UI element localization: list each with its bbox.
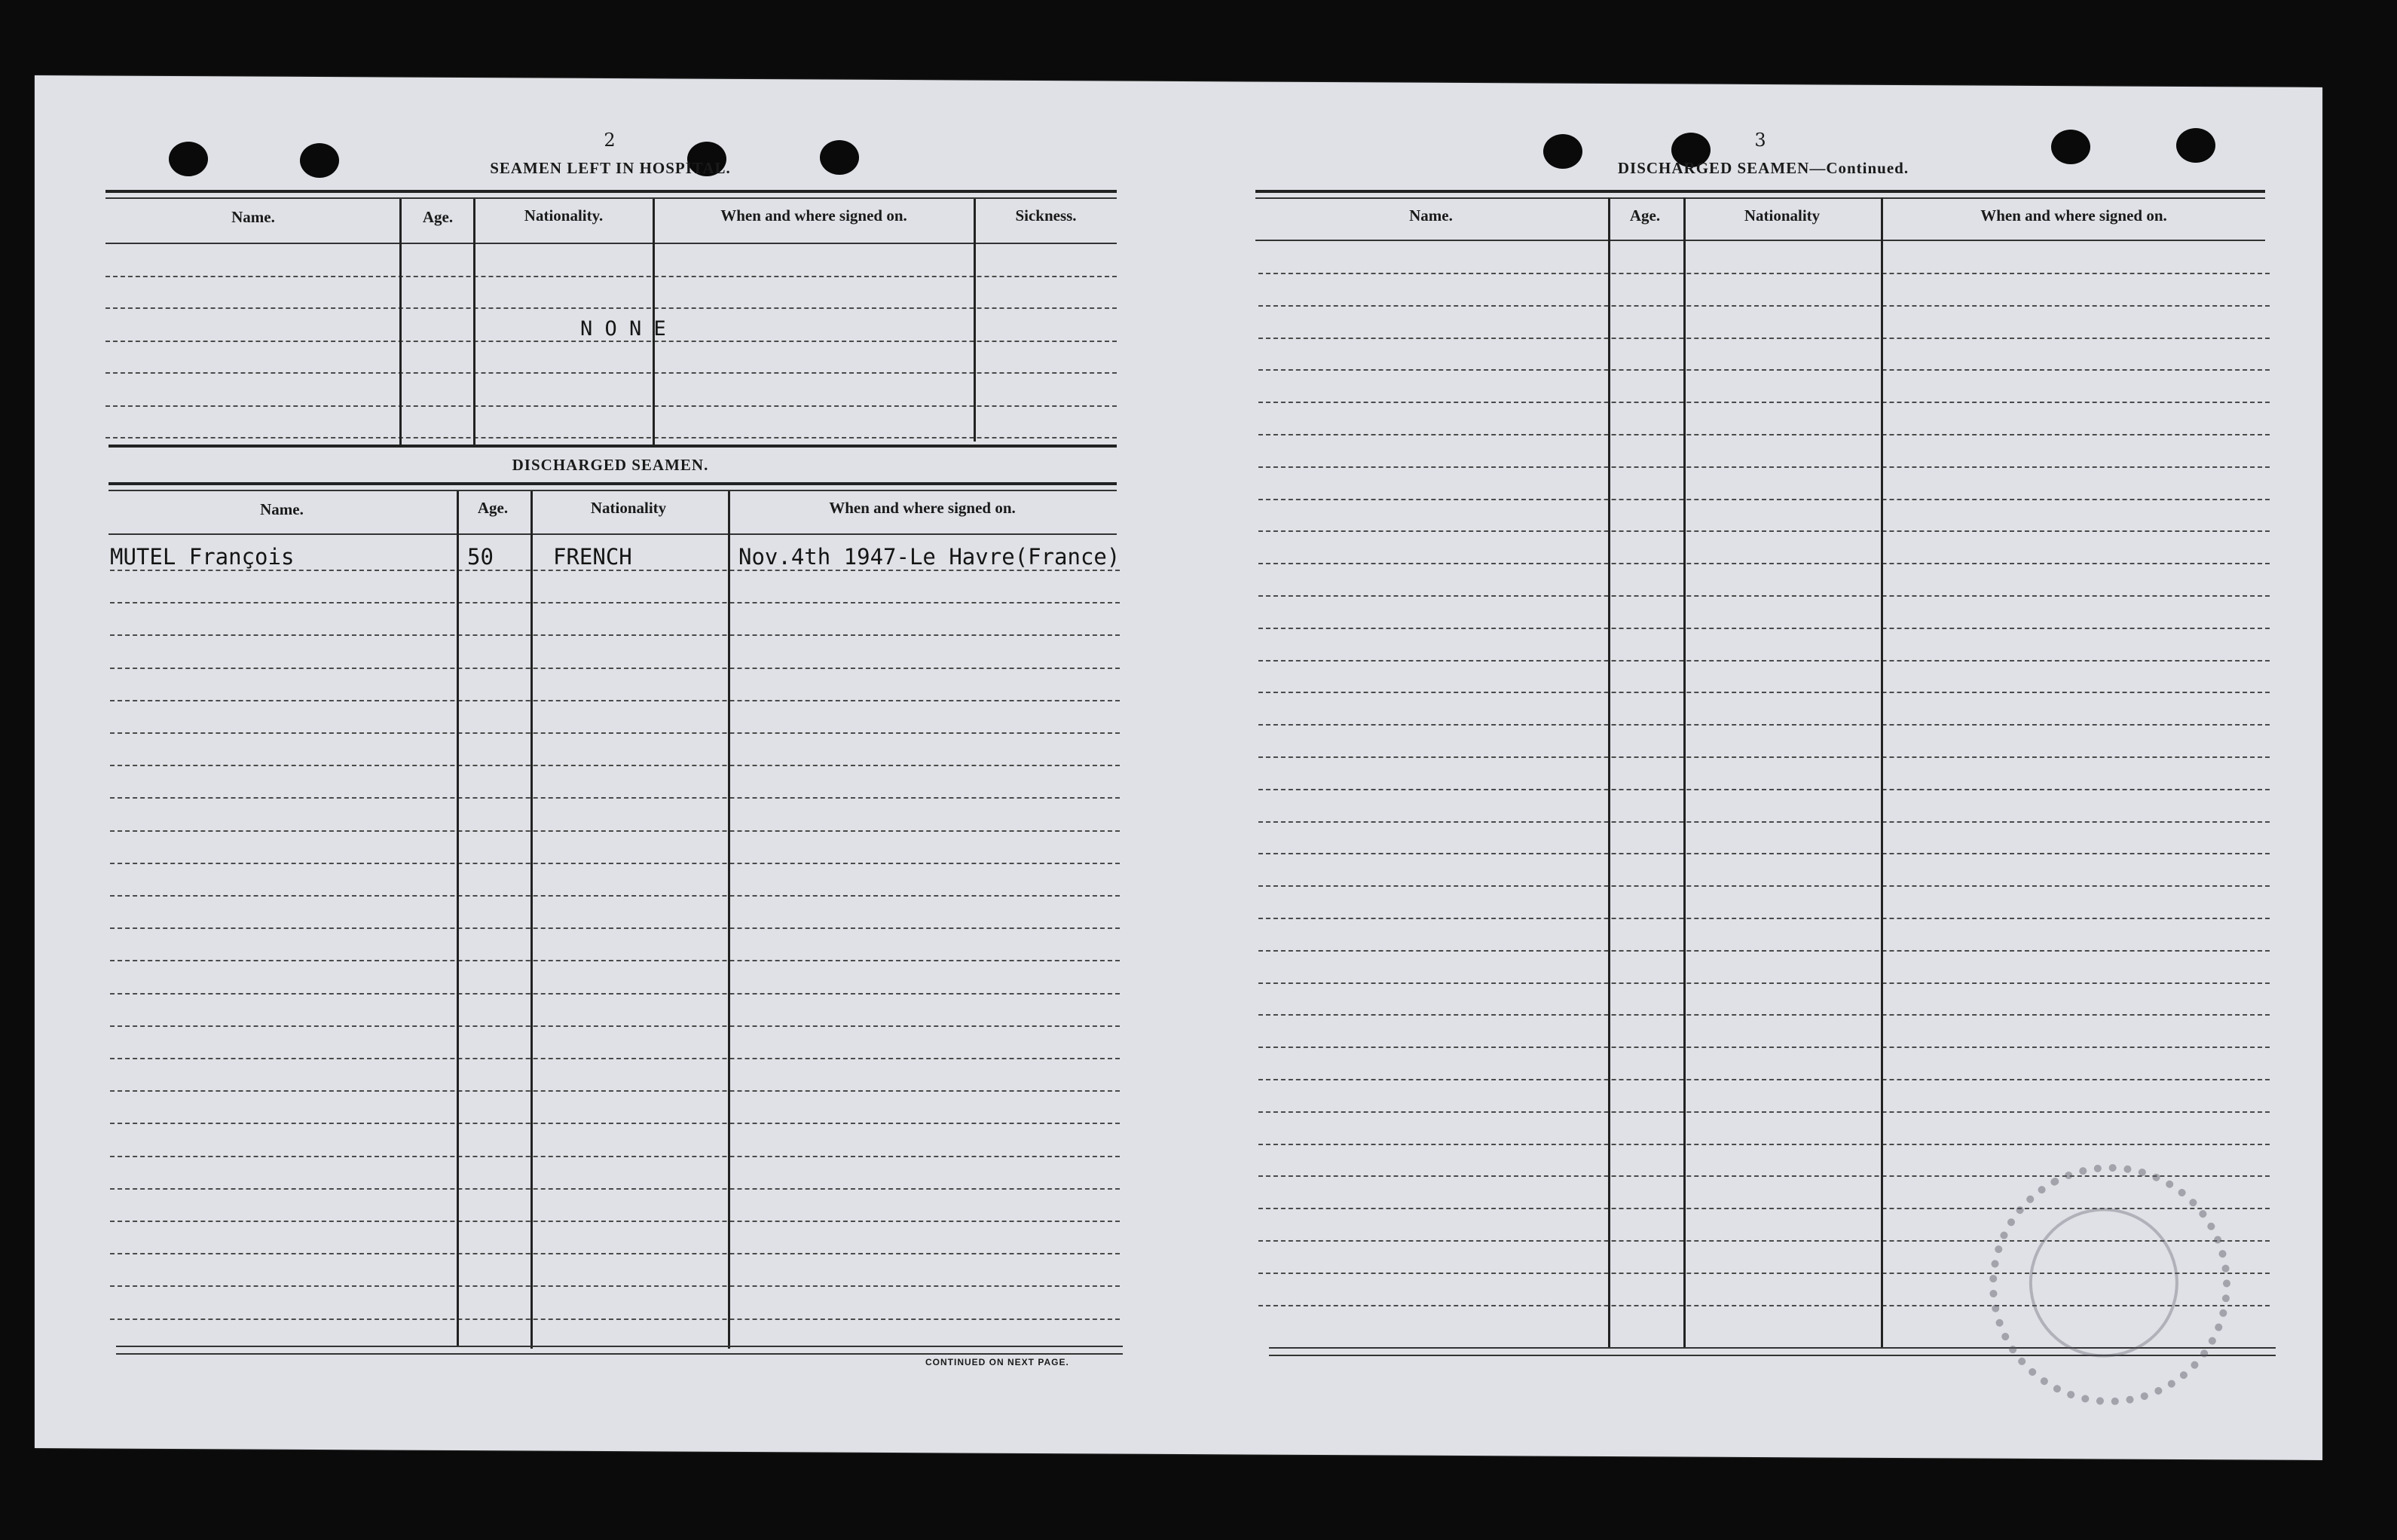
ruled-line (1258, 273, 2270, 274)
ruled-line (1258, 692, 2270, 693)
ruled-line (110, 1058, 1120, 1059)
hospital-col-sickness: Sickness. (1015, 206, 1077, 225)
ruled-line (1258, 1111, 2270, 1113)
ruled-line (1258, 1014, 2270, 1016)
col-divider (530, 491, 533, 1349)
hospital-section-title: SEAMEN LEFT IN HOSPITAL. (490, 159, 731, 177)
ruled-line (110, 1156, 1120, 1157)
ruled-line (1258, 563, 2270, 564)
page-number-left: 2 (604, 130, 616, 151)
rule (109, 490, 1117, 491)
ruled-line (110, 1090, 1120, 1092)
rule (109, 533, 1117, 535)
ruled-line (110, 700, 1120, 701)
discharged-col-nationality: Nationality (590, 499, 667, 517)
rule (116, 1353, 1123, 1355)
ruled-line (1258, 789, 2270, 790)
right-col-signed-on: When and where signed on. (1980, 206, 2167, 225)
rule (105, 190, 1117, 193)
discharged-col-age: Age. (477, 499, 509, 517)
ruled-line (110, 1188, 1120, 1190)
ruled-line (105, 405, 1117, 407)
hospital-none-entry: N O N E (580, 317, 666, 341)
col-divider (728, 491, 730, 1349)
col-divider (399, 199, 402, 445)
col-divider (1881, 197, 1883, 1349)
continued-note: CONTINUED ON NEXT PAGE. (925, 1357, 1069, 1367)
ruled-line (105, 372, 1117, 374)
col-divider (1608, 197, 1610, 1347)
rule (109, 482, 1117, 485)
ruled-line (110, 1123, 1120, 1124)
ruled-line (110, 765, 1120, 766)
ruled-line (1258, 982, 2270, 984)
ruled-line (1258, 1144, 2270, 1145)
rule (1255, 190, 2265, 193)
hospital-col-age: Age. (422, 208, 454, 226)
page-number-right: 3 (1754, 130, 1766, 151)
ruled-line (105, 307, 1117, 309)
ruled-line (110, 993, 1120, 995)
ruled-line (110, 863, 1120, 864)
ruled-line (105, 437, 1117, 438)
hospital-col-name: Name. (231, 208, 275, 226)
col-divider (457, 491, 459, 1347)
ruled-line (110, 927, 1120, 929)
hospital-col-nationality: Nationality. (524, 206, 604, 225)
ruled-line (1258, 499, 2270, 500)
ruled-line (1258, 885, 2270, 887)
col-divider (473, 199, 475, 445)
ruled-line (1258, 628, 2270, 629)
ruled-line (1258, 756, 2270, 758)
punch-hole (2051, 130, 2090, 164)
ruled-line (110, 1285, 1120, 1287)
col-divider (1683, 197, 1686, 1349)
ruled-line (110, 732, 1120, 734)
ruled-line (1258, 918, 2270, 919)
rule (116, 1346, 1123, 1347)
ruled-line (110, 960, 1120, 961)
ruled-line (105, 276, 1117, 277)
punch-hole (820, 140, 859, 175)
rule (1255, 197, 2265, 199)
ruled-line (1258, 305, 2270, 307)
ruled-line (1258, 595, 2270, 597)
ruled-line (110, 830, 1120, 832)
ruled-line (1258, 402, 2270, 403)
ruled-line (110, 1253, 1120, 1254)
ruled-line (110, 1221, 1120, 1222)
seaman-age: 50 (467, 544, 494, 570)
discharged-section-title: DISCHARGED SEAMEN. (512, 456, 709, 474)
seaman-signed-on: Nov.4th 1947-Le Havre(France) (738, 544, 1121, 570)
ruled-line (1258, 338, 2270, 339)
punch-hole (2176, 128, 2215, 163)
punch-hole (169, 142, 208, 176)
ruled-line (1258, 466, 2270, 468)
ruled-line (105, 341, 1117, 342)
ruled-line (1258, 724, 2270, 726)
hospital-col-signed-on: When and where signed on. (720, 206, 907, 225)
ruled-line (110, 668, 1120, 669)
ruled-line (110, 895, 1120, 897)
ruled-line (110, 602, 1120, 603)
right-col-nationality: Nationality (1744, 206, 1821, 225)
ruled-line (1258, 660, 2270, 662)
rule (109, 445, 1117, 448)
right-section-title: DISCHARGED SEAMEN—Continued. (1617, 159, 1909, 177)
rule (1255, 240, 2265, 241)
discharged-col-name: Name. (260, 500, 304, 518)
ruled-line (1258, 434, 2270, 435)
rule (105, 197, 1117, 199)
ruled-line (1258, 530, 2270, 532)
ruled-line (110, 634, 1120, 636)
ruled-line (110, 797, 1120, 799)
ruled-line (110, 1025, 1120, 1027)
ruled-line (1258, 853, 2270, 854)
ruled-line (1258, 1079, 2270, 1080)
right-col-name: Name. (1409, 206, 1453, 225)
ruled-line (1258, 1047, 2270, 1048)
rule (105, 243, 1117, 244)
discharged-col-signed-on: When and where signed on. (829, 499, 1016, 517)
punch-hole (300, 143, 339, 178)
seaman-name: MUTEL François (110, 544, 295, 570)
seaman-nationality: FRENCH (553, 544, 632, 570)
right-col-age: Age. (1629, 206, 1661, 225)
ruled-line (1258, 950, 2270, 952)
ruled-line (110, 570, 1120, 571)
ruled-line (1258, 369, 2270, 371)
ruled-line (1258, 821, 2270, 823)
col-divider (974, 199, 976, 442)
ruled-line (110, 1318, 1120, 1320)
